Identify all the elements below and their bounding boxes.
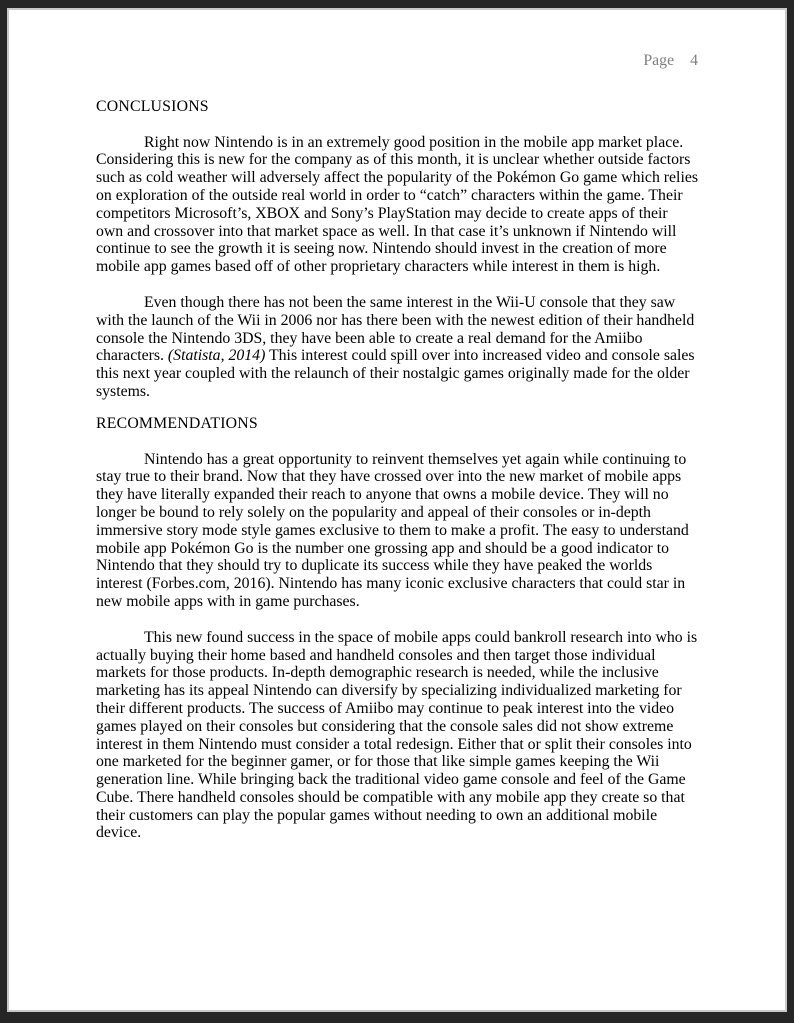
paragraph-conclusions-1 — [96, 134, 698, 276]
section-heading-conclusions: CONCLUSIONS — [96, 97, 209, 115]
section-recommendations — [96, 415, 698, 843]
paragraph-conclusions-2 — [96, 294, 698, 401]
text-run: Nintendo has a great opportunity to reinvent themselves yet again while continuing to stay true to their brand. Now that they have crossed over into the new market of mobile apps they have literally expanded their reach to anyone that owns a mobile device. They will no longer be bound to rely solely on the popularity and appeal of their consoles or in-depth immersive story mode style games exclusive to them to make a profit. The easy to understand mobile app Pokémon Go is the number one grossing app and should be a good indicator to Nintendo that they should try to duplicate its success while they have peaked the worlds interest (Forbes.com, 2016). Nintendo has many iconic exclusive characters that could star in new mobile apps with in game purchases. — [96, 450, 689, 610]
citation-italic: (Statista, 2014) — [167, 347, 266, 365]
section-conclusions — [96, 98, 698, 401]
page-number-value: 4 — [690, 52, 698, 69]
page-header — [96, 52, 698, 70]
text-run: This new found success in the space of mobile apps could bankroll research into who is actually buying their home based and handheld consoles and then target those individual markets for those products. In-depth demographic research is needed, while the inclusive marketing has its appeal Nintendo can diversify by specializing individualized marketing for their different products. The success of Amiibo may continue to peak interest into the video games played on their consoles but considering that the console sales did not show extreme interest in them Nintendo must consider a total redesign. Either that or split their consoles into one marketed for the beginner gamer, or for those that like simple games keeping the Wii generation line. While bringing back the traditional video game console and feel of the Game Cube. There handheld consoles should be compatible with any mobile app they create so that their customers can play the popular games without needing to own an additional mobile device. — [96, 628, 698, 842]
text-run: This interest could spill over into increased video and console sales this next year coupled with the relaunch of their nostalgic games originally made for the older systems. — [96, 347, 695, 400]
section-heading-recommendations: RECOMMENDATIONS — [96, 414, 258, 432]
document-page — [7, 8, 787, 1012]
page-number-label: Page — [643, 52, 675, 69]
paragraph-recommendations-2 — [96, 629, 698, 843]
paragraph-recommendations-1 — [96, 451, 698, 611]
text-run: Even though there has not been the same interest in the Wii-U console that they saw with the launch of the Wii in 2006 nor has there been with the newest edition of their handheld console the Nintendo 3DS, they have been able to create a real demand for the Amiibo characters. — [96, 293, 695, 365]
text-run: Right now Nintendo is in an extremely good position in the mobile app market place. Considering this is new for the company as of this month, it is unclear whether outside factors such as cold weather will adversely affect the popularity of the Pokémon Go game which relies on exploration of the outside real world in order to “catch” characters within the game. Their competitors Microsoft’s, XBOX and Sony’s PlayStation may decide to create apps of their own and crossover into that market space as well. In that case it’s unknown if Nintendo will continue to see the growth it is seeing now. Nintendo should invest in the creation of more mobile app games based off of other proprietary characters while interest in them is high. — [96, 133, 698, 276]
